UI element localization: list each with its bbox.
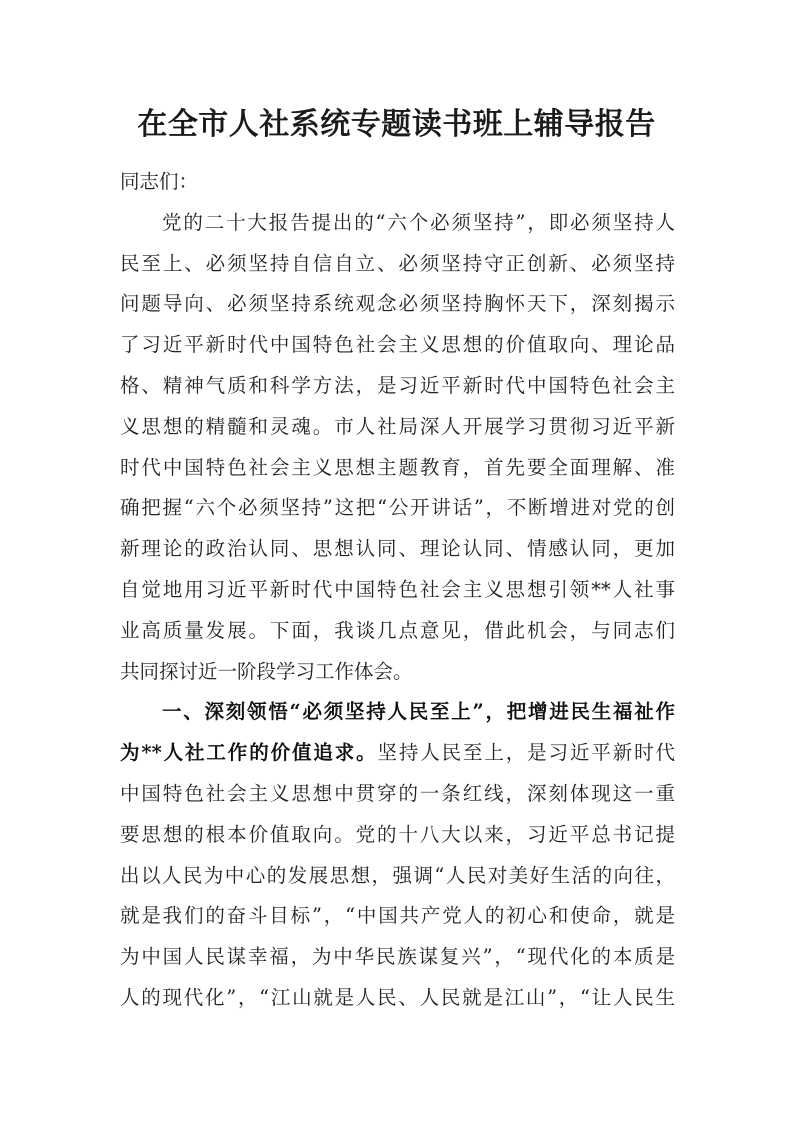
paragraph-line xyxy=(120,733,675,774)
paragraph-line: 就是我们的奋斗目标”，“中国共产党人的初心和使命，就是 xyxy=(120,904,675,928)
paragraph-line: 新理论的政治认同、思想认同、理论认同、情感认同，更加 xyxy=(120,537,675,561)
document-body xyxy=(120,162,675,1019)
paragraph-line: 共同探讨近一阶段学习工作体会。 xyxy=(120,659,413,683)
paragraph-line: 确把握“六个必须坚持”这把“公开讲话”，不断增进对党的创 xyxy=(120,496,675,520)
document-title: 在全市人社系统专题读书班上辅导报告 xyxy=(137,107,656,142)
salutation: 同志们： xyxy=(120,170,199,193)
paragraph-line: 中国特色社会主义思想中贯穿的一条红线，深刻体现这一重 xyxy=(120,781,675,805)
paragraph-line: 义思想的精髓和灵魂。市人社局深人开展学习贯彻习近平新 xyxy=(120,414,675,438)
paragraph-line: 人的现代化”，“江山就是人民、人民就是江山”，“让人民生 xyxy=(120,985,675,1009)
paragraph-2 xyxy=(120,692,675,1018)
paragraph-line: 时代中国特色社会主义思想主题教育，首先要全面理解、准 xyxy=(120,455,675,479)
paragraph-line: 民至上、必须坚持自信自立、必须坚持守正创新、必须坚持 xyxy=(120,251,675,275)
paragraph-line: 出以人民为中心的发展思想，强调“人民对美好生活的向往， xyxy=(120,863,675,887)
paragraph-line: 问题导向、必须坚持系统观念必须坚持胸怀天下，深刻揭示 xyxy=(120,292,675,316)
paragraph-line: 格、精神气质和科学方法，是习近平新时代中国特色社会主 xyxy=(120,373,675,397)
paragraph-line: 要思想的根本价值取向。党的十八大以来，习近平总书记提 xyxy=(120,822,675,846)
paragraph-line: 党的二十大报告提出的“六个必须坚持”，即必须坚持人 xyxy=(162,210,675,234)
paragraph-line: 业高质量发展。下面，我谈几点意见，借此机会，与同志们 xyxy=(120,618,675,642)
paragraph-1 xyxy=(120,203,675,693)
section-heading-line: 一、深刻领悟“必须坚持人民至上”，把增进民生福祉作 xyxy=(162,700,675,724)
section-heading-tail: 为**人社工作的价值追求。 xyxy=(120,741,378,765)
paragraph-line: 为中国人民谋幸福，为中华民族谋复兴”，“现代化的本质是 xyxy=(120,945,675,969)
paragraph-line: 自觉地用习近平新时代中国特色社会主义思想引领**人社事 xyxy=(120,577,675,601)
paragraph-line: 了习近平新时代中国特色社会主义思想的价值取向、理论品 xyxy=(120,333,675,357)
paragraph-text: 坚持人民至上，是习近平新时代 xyxy=(377,741,675,765)
